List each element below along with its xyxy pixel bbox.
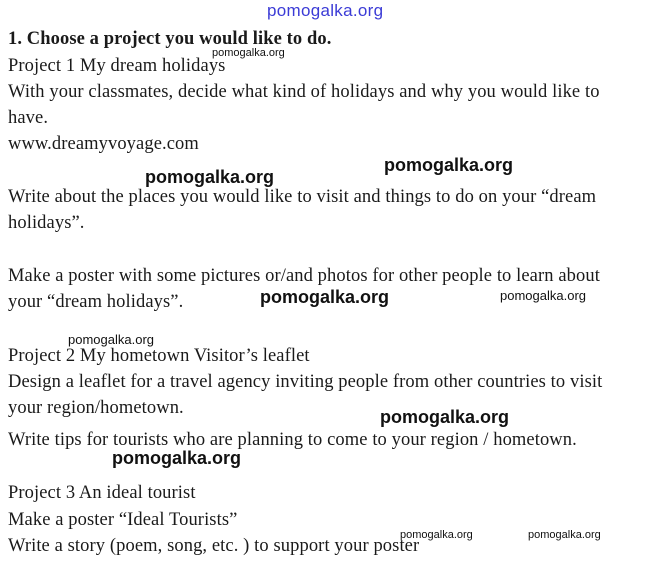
- watermark: pomogalka.org: [145, 167, 275, 187]
- body-text: have.: [8, 108, 49, 128]
- website-link: www.dreamyvoyage.com: [8, 134, 199, 154]
- watermark: pomogalka.org: [400, 529, 473, 541]
- watermark: pomogalka.org: [500, 288, 586, 303]
- body-text: your “dream holidays”.: [8, 292, 184, 312]
- body-text: Make a poster “Ideal Tourists”: [8, 510, 238, 530]
- project-title: Project 1 My dream holidays: [8, 56, 226, 76]
- watermark: pomogalka.org: [384, 155, 514, 175]
- watermark: pomogalka.org: [380, 407, 510, 427]
- body-text: With your classmates, decide what kind of holidays and why you would like to: [8, 82, 600, 102]
- body-text: Write tips for tourists who are planning to come to your region / hometown.: [8, 430, 577, 450]
- watermark: pomogalka.org: [260, 287, 390, 307]
- body-text: Write about the places you would like to visit and things to do on your “dream: [8, 187, 597, 207]
- body-text: Write a story (poem, song, etc. ) to support your poster: [8, 536, 420, 556]
- body-text: holidays”.: [8, 213, 85, 233]
- body-text: Design a leaflet for a travel agency inviting people from other countries to visit: [8, 372, 603, 392]
- body-text: your region/hometown.: [8, 398, 184, 418]
- watermark: pomogalka.org: [528, 529, 601, 541]
- page-title: 1. Choose a project you would like to do.: [8, 29, 332, 49]
- body-text: Make a poster with some pictures or/and photos for other people to learn about: [8, 266, 600, 286]
- project-title: Project 2 My hometown Visitor’s leaflet: [8, 346, 310, 366]
- watermark: pomogalka.org: [68, 332, 154, 347]
- watermark: pomogalka.org: [112, 448, 242, 468]
- project-title: Project 3 An ideal tourist: [8, 483, 196, 503]
- watermark: pomogalka.org: [212, 47, 285, 59]
- watermark: pomogalka.org: [267, 1, 384, 20]
